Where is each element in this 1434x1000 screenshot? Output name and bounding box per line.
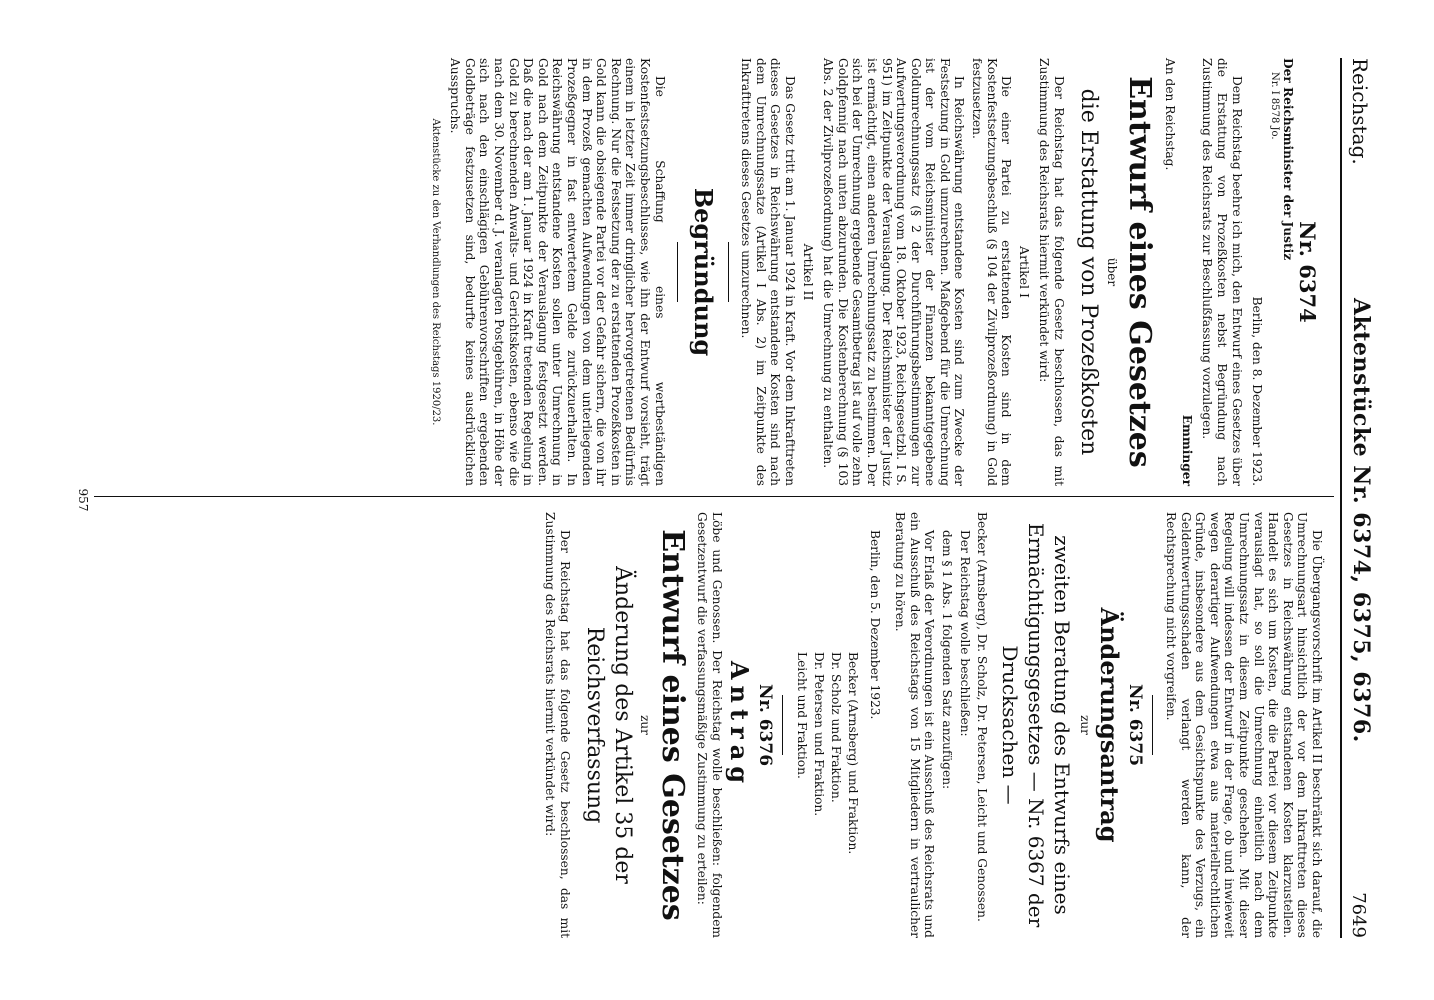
doc-6374-art1-heading: Artikel I	[1016, 246, 1032, 298]
doc-6376-draft-subtitle: Änderung des Artikel 35 der Reichsverfassung	[581, 566, 635, 884]
doc-6374-sender: Der Reichsminister der Justiz	[1281, 58, 1296, 261]
left-column	[427, 58, 1324, 486]
doc-6374-art1-p1: Die einer Partei zu erstattenden Kosten sind in dem Kostenfestsetzungsbeschluß (§ 104 der Zivilprozeßordnung) in Gold festzusetzen.	[970, 58, 1014, 486]
column-divider	[94, 496, 1334, 497]
doc-6375-number: Nr. 6375	[1125, 683, 1146, 767]
signer: Dr. Scholz und Fraktion.	[829, 652, 844, 803]
doc-6376-zur: zur	[638, 715, 653, 735]
doc-6375-zur: zur	[1077, 715, 1092, 735]
doc-6375-title: Änderungsantrag	[1094, 607, 1124, 843]
doc-6374-subtitle: die Erstattung von Prozeßkosten	[1076, 88, 1102, 456]
begruendung-p2: Die Übergangsvorschrift im Artikel II beschränkt sich darauf, die Umrechnungsart hinsichtlich der vor dem Inkrafttreten dieses Gesetzes in Reichswährung entstandenen Kosten klarzustellen. Handelt es sich um Kosten, die die Partei vor diesem Zeitpunkte verauslagt hat, so soll die Umrechnung einheitlich nach dem Umrechnungssatz in diesem Zeitpunkte geschehen. Mit dieser Regelung will indessen der Entwurf in der Frage, ob und inwieweit wegen derartiger Aufwendungen etwa aus materiellrechtlichen Gründe, insbesondere aus dem Gesichtspunkte des Verzugs, ein Geldentwertungsschaden verlangt werden kann, der Rechtsprechung nicht vorgreifen.	[1164, 512, 1324, 938]
doc-6376-draft-title: Entwurf eines Gesetzes	[655, 529, 691, 921]
divider	[728, 242, 729, 302]
doc-6375-subtitle: zweiten Beratung des Entwurfs eines Ermächtigungsgesetzes — Nr. 6367 der Drucksachen —	[998, 522, 1075, 928]
divider	[782, 695, 783, 755]
doc-6374-number: Nr. 6374	[1295, 221, 1320, 323]
doc-6375-movers: Becker (Arnsberg), Dr. Scholz, Dr. Petersen, Leicht und Genossen.	[975, 512, 990, 922]
right-column	[540, 512, 1324, 938]
begruendung-title: Begründung	[688, 187, 718, 357]
doc-6374-title: Entwurf eines Gesetzes	[1121, 76, 1157, 468]
doc-6375-date: Berlin, den 5. Dezember 1923.	[867, 530, 882, 720]
divider	[677, 242, 678, 302]
signer: Dr. Petersen und Fraktion.	[812, 652, 827, 817]
doc-6374-art2-heading: Artikel II	[800, 243, 816, 301]
doc-6376-enact: Der Reichstag hat das folgende Gesetz beschlossen, das mit Zustimmung des Reichsrats hiermit verkündet wird:	[543, 512, 572, 938]
header-page-number: 7649	[1348, 892, 1369, 938]
doc-6374-signature: Emminger	[1179, 414, 1194, 486]
page-header	[1340, 58, 1382, 938]
doc-6374-uber: über	[1104, 257, 1119, 287]
doc-6376-title: Antrag	[724, 660, 754, 790]
header-center: Aktenstücke Nr. 6374, 6375, 6376.	[1348, 298, 1374, 743]
doc-6374-art2-p1: Das Gesetz tritt am 1. Januar 1924 in Kraft. Vor dem Inkrafttreten dieses Gesetzes in Reichswährung entstandene Kosten sind nach dem Umrechnungssatze (Artikel I Abs. 2) im Zeitpunkte des Inkrafttretens dieses Gesetzes umzurechnen.	[739, 58, 797, 486]
signer: Becker (Arnsberg) und Fraktion.	[846, 652, 861, 855]
doc-6375-text: Vor Erlaß der Verordnungen ist ein Ausschuß des Reichsrats und ein Ausschuß des Reichstags von 15 Mitgliedern in vertraulicher Beratung zu hören.	[893, 512, 937, 938]
doc-6376-text: Löbe und Genossen. Der Reichstag wolle beschließen: folgendem Gesetzentwurf die verfassungsmäßige Zustimmung zu erteilen:	[694, 512, 724, 938]
begruendung-p1: Die Schaffung eines wertbeständigen Kostenfestsetzungsbeschlusses, wie ihn der Entwurf vorsieht, trägt einem in letzter Zeit immer dringlicher hervorgetretenen Bedürfnis Rechnung. Nur die Festsetzung der zu erstattenden Prozeßkosten in Gold kann die obsiegende Partei vor der Gefahr sichern, die von ihr in dem Prozeß gemachten Aufwendungen von dem unterliegenden Prozeßgegner in fast entwertetem Gelde zurückzuerhalten. In Reichswährung entstandene Kosten sollen unter Umrechnung in Gold nach dem Zeitpunkte der Verauslagung festgesetzt werden. Daß die nach der am 1. Januar 1924 in Kraft tretenden Regelung in Gold zu berechnenden Anwalts- und Gerichtskosten, ebenso wie die nach dem 30. November d. J. veranlagten Postgebühren, in Höhe der sich nach den einschlägigen Gebührenvorschriften ergebenden Goldbeträge festzusetzen sind, bedurfte keines ausdrücklichen Ausspruchs.	[448, 58, 667, 486]
doc-6374-enact: Der Reichstag hat das folgende Gesetz beschlossen, das mit Zustimmung des Reichsrats hiermit verkündet wird:	[1037, 58, 1067, 486]
doc-6374-addressee: An den Reichstag.	[1163, 58, 1178, 171]
header-left: Reichstag.	[1348, 58, 1372, 165]
doc-footnote: Aktenstücke zu den Verhandlungen des Reichstags 1920/23.	[429, 118, 441, 426]
doc-6374-art1-p2: In Reichswährung entstandene Kosten sind zum Zwecke der Festsetzung in Gold umzurechnen. Maßgebend für die Umrechnung ist der vom Reichsminister der Finanzen bekanntgegebene Goldumrechnungssatz (§ 2 der Durchführungsbestimmungen zur Aufwertungsverordnung vom 18. Oktober 1923, Reichsgesetzbl. I S. 951) im Zeitpunkte der Verauslagung. Der Reichsminister der Justiz ist ermächtigt, einen anderen Umrechnungssatz zu bestimmen. Der sich bei der Umrechnung ergebende Gesamtbetrag ist auf volle zehn Goldpfennig nach unten abzurunden. Die Kostenberechnung (§ 103 Abs. 2 der Zivilprozeßordnung) hat die Umrechnung zu enthalten.	[821, 58, 967, 486]
doc-6375-instruction: dem § 1 Abs. 1 folgenden Satz anzufügen:	[940, 530, 955, 790]
doc-6374-ref: Nr. I 8578 Jo.	[1268, 72, 1280, 140]
doc-6376-number: Nr. 6376	[755, 683, 776, 767]
doc-6374-date: Berlin, den 8. Dezember 1923.	[1250, 296, 1265, 486]
doc-6375-signers	[793, 652, 861, 938]
divider	[1152, 695, 1153, 755]
signer: Leicht und Fraktion.	[795, 652, 810, 779]
page-number: 957	[76, 488, 90, 512]
doc-6375-motion: Der Reichstag wolle beschließen:	[957, 530, 972, 737]
doc-6374-intro: Dem Reichstag beehre ich mich, den Entwurf eines Gesetzes über die Erstattung von Prozeßkosten nebst Begründung nach Zustimmung des Reichsrats zur Beschlußfassung vorzulegen.	[1200, 58, 1244, 486]
